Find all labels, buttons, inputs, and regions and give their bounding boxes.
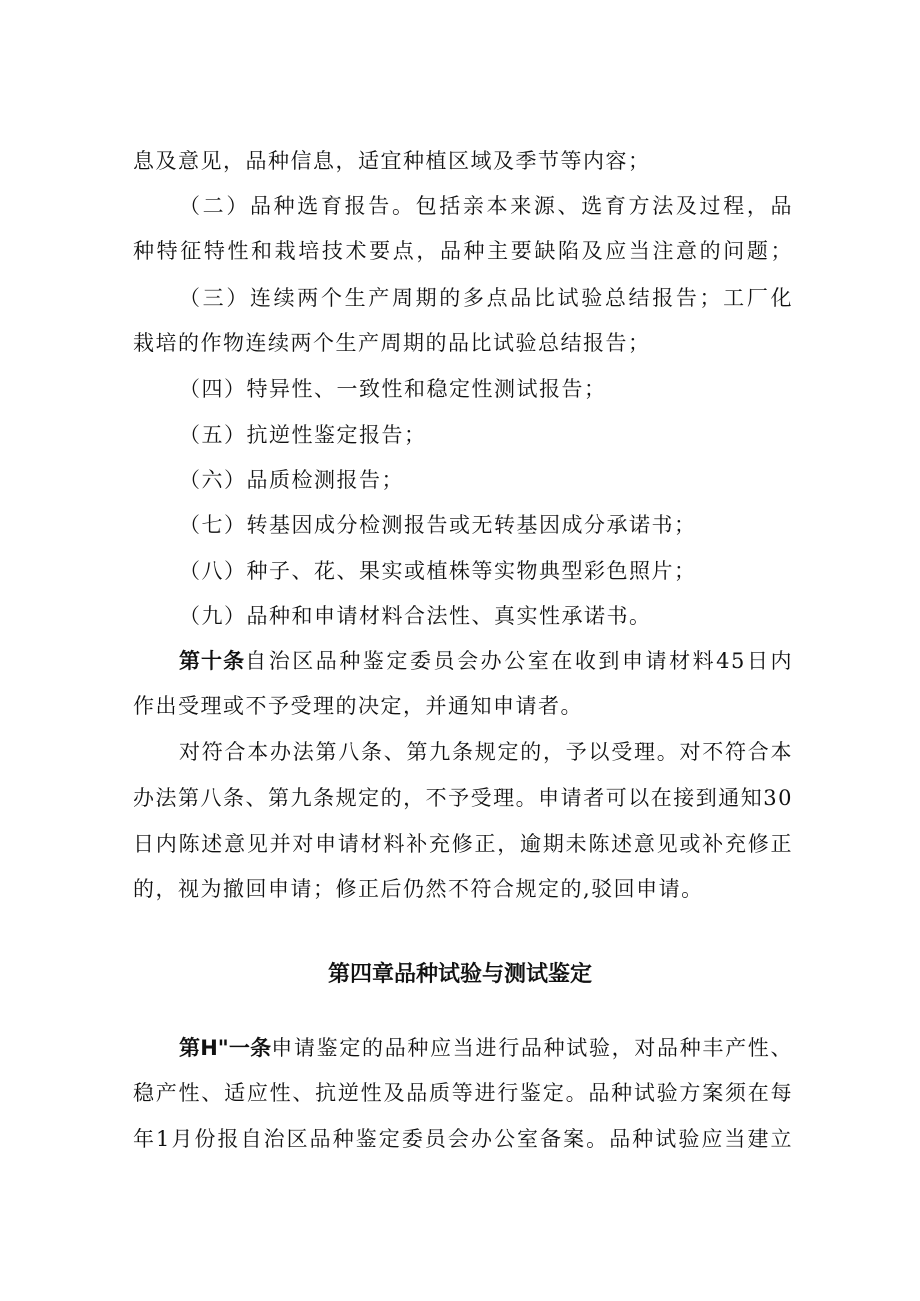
- article-11-text: 申请鉴定的品种应当进行品种试验，对品种丰产性、: [271, 1036, 793, 1060]
- text-line: （七）转基因成分检测报告或无转基因成分承诺书；: [179, 513, 697, 537]
- text-line: （八）种子、花、果实或植株等实物典型彩色照片；: [179, 559, 697, 583]
- article-10-line: [179, 646, 793, 676]
- article-11-label: 第H"一条: [179, 1036, 272, 1060]
- text-line: （二）品种选育报告。包括亲本来源、选育方法及过程，品: [179, 194, 793, 218]
- text-line: 对符合本办法第八条、第九条规定的，予以受理。对不符合本: [179, 740, 793, 764]
- text-line: 稳产性、适应性、抗逆性及品质等进行鉴定。品种试验方案须在每: [133, 1081, 793, 1105]
- article-10-label: 第十条: [179, 649, 246, 673]
- text-line: （三）连续两个生产周期的多点品比试验总结报告；工厂化: [179, 286, 793, 310]
- article-11-line: [179, 1033, 793, 1063]
- text-line: 息及意见，品种信息，适宜种植区域及季节等内容；: [133, 149, 651, 173]
- text-line: （五）抗逆性鉴定报告；: [179, 423, 427, 447]
- text-line: （四）特异性、一致性和稳定性测试报告；: [179, 377, 607, 401]
- text-line: 栽培的作物连续两个生产周期的品比试验总结报告；: [133, 331, 651, 355]
- text-line: （九）品种和申请材料合法性、真实性承诺书。: [179, 604, 652, 628]
- text-line: 的，视为撤回申请；修正后仍然不符合规定的,驳回申请。: [133, 877, 704, 901]
- text-line: 办法第八条、第九条规定的，不予受理。申请者可以在接到通知30: [133, 786, 793, 810]
- text-line: 年1月份报自治区品种鉴定委员会办公室备案。品种试验应当建立: [133, 1127, 793, 1151]
- text-line: 日内陈述意见并对申请材料补充修正，逾期未陈述意见或补充修正: [133, 832, 793, 856]
- chapter-heading: 第四章品种试验与测试鉴定: [327, 962, 592, 987]
- text-line: 种特征特性和栽培技术要点，品种主要缺陷及应当注意的问题；: [133, 239, 793, 263]
- text-line: 作出受理或不予受理的决定，并通知申请者。: [133, 694, 583, 718]
- text-line: （六）品质检测报告；: [179, 468, 404, 492]
- article-10-text: 自治区品种鉴定委员会办公室在收到申请材料45日内: [245, 649, 793, 673]
